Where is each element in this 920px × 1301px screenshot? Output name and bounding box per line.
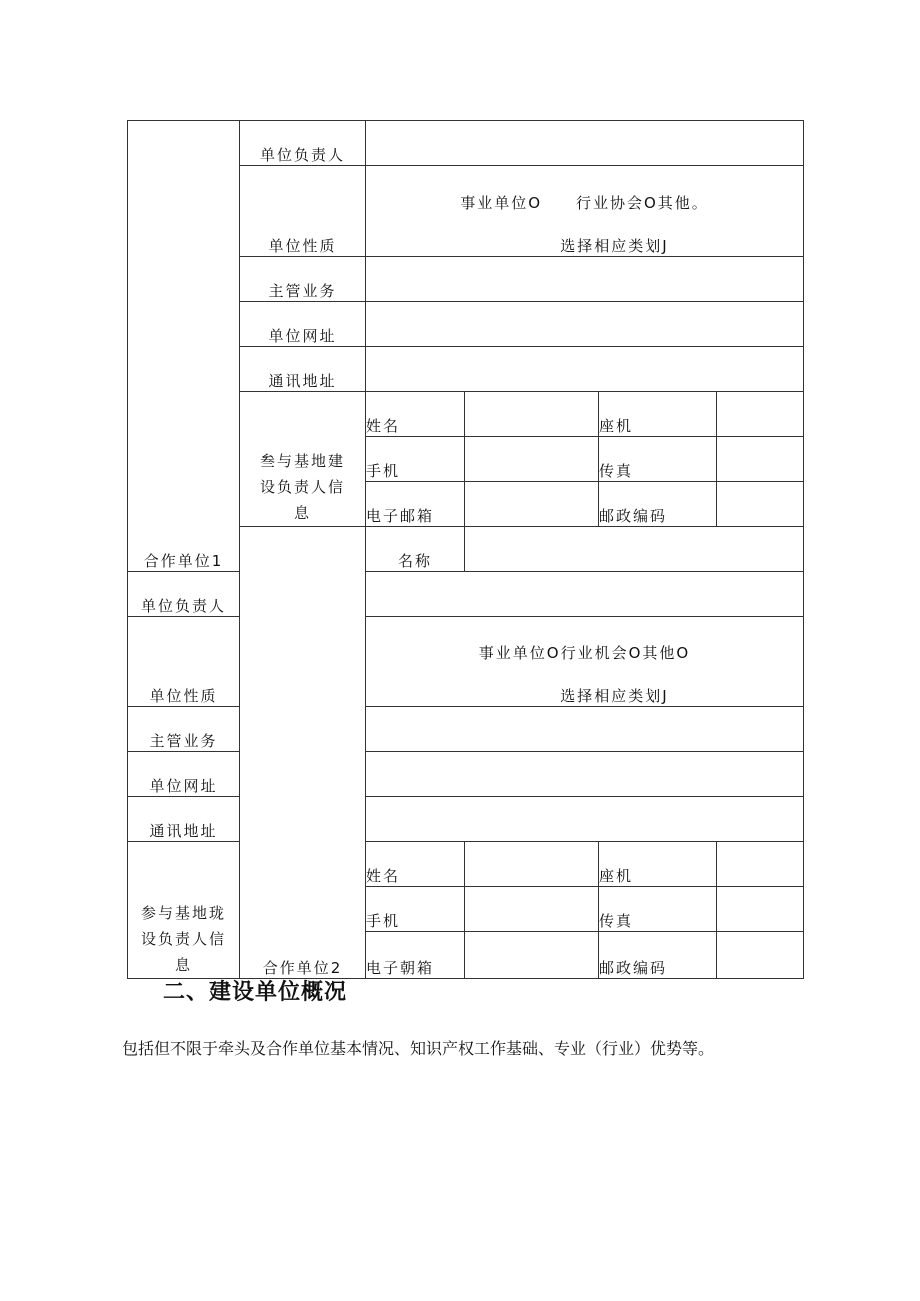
partner2-name-label: 名称 xyxy=(366,527,465,572)
partner2-nature-options[interactable]: 事业单位O行业机会O其他O xyxy=(478,644,691,662)
section-heading: 二、建设单位概况 xyxy=(163,980,348,1005)
partner2-postcode-value[interactable] xyxy=(717,932,804,979)
partner1-nature-options[interactable]: 事业单位O 行业协会O其他。 xyxy=(460,194,709,212)
partner1-postcode-value[interactable] xyxy=(717,482,804,527)
partner1-nature-label: 单位性质 xyxy=(240,166,366,257)
partner2-responsible-label: 单位负责人 xyxy=(128,572,240,617)
partner1-name-value[interactable] xyxy=(465,392,599,437)
partner2-responsible-value[interactable] xyxy=(366,572,804,617)
partner1-address-label: 通讯地址 xyxy=(240,347,366,392)
partner2-title: 合作单位2 xyxy=(240,527,366,979)
partner1-website-label: 单位网址 xyxy=(240,302,366,347)
partner2-nature-label: 单位性质 xyxy=(128,617,240,707)
section-description: 包括但不限于牵头及合作单位基本情况、知识产权工作基础、专业（行业）优势等。 xyxy=(122,1039,715,1058)
partner2-nature-value[interactable] xyxy=(366,617,804,707)
partner2-contact-label-line3: 息 xyxy=(174,956,192,974)
partner1-name-label: 姓名 xyxy=(366,392,465,437)
partner2-email-label: 电子朝箱 xyxy=(366,932,465,979)
partner1-nature-value[interactable] xyxy=(366,166,804,257)
partner2-contact-label xyxy=(128,842,240,979)
partner1-email-value[interactable] xyxy=(465,482,599,527)
partner2-postcode-label: 邮政编码 xyxy=(599,932,717,979)
partner2-business-label: 主管业务 xyxy=(128,707,240,752)
partner-info-table xyxy=(127,120,804,979)
partner2-website-label: 单位网址 xyxy=(128,752,240,797)
partner2-email-value[interactable] xyxy=(465,932,599,979)
partner1-landline-label: 座机 xyxy=(599,392,717,437)
partner2-landline-label: 座机 xyxy=(599,842,717,887)
partner2-name-value[interactable] xyxy=(465,527,804,572)
partner2-name-label2: 姓名 xyxy=(366,842,465,887)
partner2-mobile-label: 手机 xyxy=(366,887,465,932)
partner1-business-label: 主管业务 xyxy=(240,257,366,302)
partner1-business-value[interactable] xyxy=(366,257,804,302)
partner1-address-value[interactable] xyxy=(366,347,804,392)
partner1-landline-value[interactable] xyxy=(717,392,804,437)
partner2-mobile-value[interactable] xyxy=(465,887,599,932)
partner1-responsible-label: 单位负责人 xyxy=(240,121,366,166)
partner1-nature-hint: 选择相应类划J xyxy=(560,237,669,255)
partner2-website-value[interactable] xyxy=(366,752,804,797)
partner2-fax-label: 传真 xyxy=(599,887,717,932)
partner2-address-value[interactable] xyxy=(366,797,804,842)
partner1-mobile-value[interactable] xyxy=(465,437,599,482)
partner1-contact-label-line2: 设负责人信 xyxy=(259,478,345,496)
partner2-contact-label-line2: 设负责人信 xyxy=(140,930,226,948)
partner2-contact-name-value[interactable] xyxy=(465,842,599,887)
partner1-fax-value[interactable] xyxy=(717,437,804,482)
partner1-website-value[interactable] xyxy=(366,302,804,347)
partner1-mobile-label: 手机 xyxy=(366,437,465,482)
partner1-responsible-value[interactable] xyxy=(366,121,804,166)
partner2-address-label: 通讯地址 xyxy=(128,797,240,842)
partner2-nature-hint: 选择相应类划J xyxy=(560,687,669,705)
partner1-email-label: 电子邮箱 xyxy=(366,482,465,527)
partner2-business-value[interactable] xyxy=(366,707,804,752)
partner2-fax-value[interactable] xyxy=(717,887,804,932)
partner2-landline-value[interactable] xyxy=(717,842,804,887)
partner1-title: 合作单位1 xyxy=(128,121,240,572)
partner1-contact-label-line1: 叁与基地建 xyxy=(259,452,345,470)
partner1-fax-label: 传真 xyxy=(599,437,717,482)
partner1-postcode-label: 邮政编码 xyxy=(599,482,717,527)
partner1-contact-label xyxy=(240,392,366,527)
partner1-contact-label-line3: 息 xyxy=(293,504,311,522)
partner2-contact-label-line1: 参与基地珑 xyxy=(140,904,226,922)
